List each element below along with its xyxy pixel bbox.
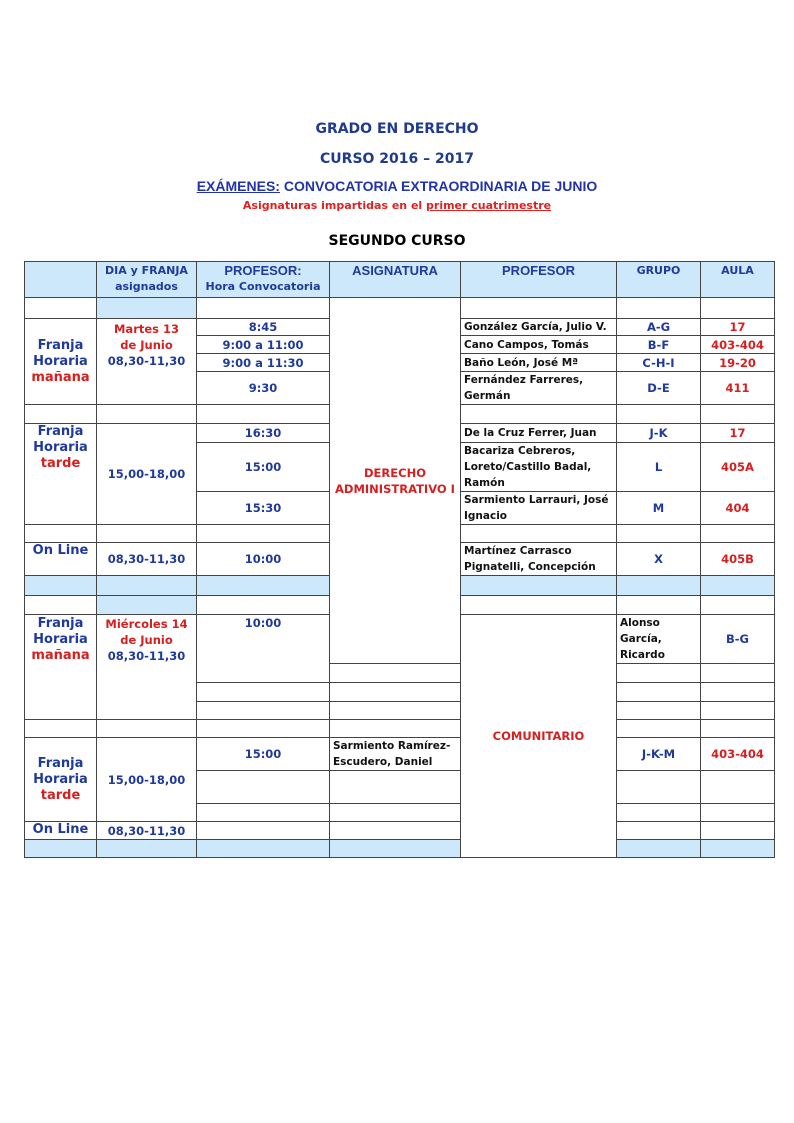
cell xyxy=(617,576,701,596)
cell xyxy=(617,771,701,804)
cell xyxy=(197,683,330,702)
cell xyxy=(701,804,775,822)
slot-afternoon: 15,00-18,00 xyxy=(97,738,197,822)
cell xyxy=(330,771,461,804)
cell xyxy=(701,720,775,738)
profesor-cell: González García, Julio V. xyxy=(461,319,617,336)
cell xyxy=(330,720,461,738)
tarde-label: tarde xyxy=(40,456,81,471)
aula-cell: 403-404 xyxy=(701,336,775,354)
profesor-cell: Fernández Farreres, Germán xyxy=(461,372,617,405)
profesor-cell: Alonso García, Ricardo xyxy=(617,615,701,664)
cell xyxy=(197,298,330,319)
profesor-cell: Cano Campos, Tomás xyxy=(461,336,617,354)
hora-cell: 8:45 xyxy=(197,319,330,336)
hora-cell: 9:00 a 11:00 xyxy=(197,336,330,354)
cell xyxy=(617,822,701,840)
cell xyxy=(617,840,701,858)
date-line-1: Miércoles 14 xyxy=(105,617,188,631)
profesor-cell: Sarmiento Ramírez-Escudero, Daniel xyxy=(330,738,461,771)
cell xyxy=(701,664,775,683)
day-slot-1 xyxy=(97,319,197,405)
profesor-cell: Martínez Carrasco Pignatelli, Concepción xyxy=(461,543,617,576)
hora-cell: 9:30 xyxy=(197,372,330,405)
cell xyxy=(701,576,775,596)
aula-cell: 405B xyxy=(701,543,775,576)
cell xyxy=(25,405,97,424)
cell xyxy=(330,822,461,840)
hora-cell: 15:00 xyxy=(197,738,330,771)
hora-cell: 16:30 xyxy=(197,424,330,443)
header-prof-hora xyxy=(197,262,330,298)
cell xyxy=(617,664,701,683)
franja-label: Franja xyxy=(37,424,84,439)
cell xyxy=(330,804,461,822)
aula-cell: 404 xyxy=(701,492,775,525)
slot-morning: 08,30-11,30 xyxy=(107,354,186,368)
cell xyxy=(330,683,461,702)
franja-label: Franja xyxy=(37,616,84,631)
cell xyxy=(197,804,330,822)
header-profesor: PROFESOR xyxy=(461,262,617,298)
profesor-cell: Sarmiento Larrauri, José Ignacio xyxy=(461,492,617,525)
cell xyxy=(617,298,701,319)
franja-tarde-2 xyxy=(25,738,97,822)
cell xyxy=(701,702,775,720)
cell xyxy=(330,702,461,720)
franja-tarde-1 xyxy=(25,424,97,525)
table-header-row xyxy=(25,262,775,298)
horaria-label: Horaria xyxy=(33,771,88,787)
cell xyxy=(701,405,775,424)
cell xyxy=(701,771,775,804)
date-line-2: de Junio xyxy=(120,633,173,647)
cell xyxy=(97,298,197,319)
aula-cell: 17 xyxy=(701,424,775,443)
cell xyxy=(197,576,330,596)
header-aula: AULA xyxy=(701,262,775,298)
slot-online: 08,30-11,30 xyxy=(97,543,197,576)
slot-online: 08,30-11,30 xyxy=(97,822,197,840)
hora-cell: 10:00 xyxy=(197,615,330,683)
cell xyxy=(461,298,617,319)
header-dia: DIA y FRANJA asignados xyxy=(97,262,197,298)
cell xyxy=(617,702,701,720)
header-prof-label: PROFESOR: xyxy=(224,263,302,278)
exams-label: EXÁMENES: xyxy=(196,178,280,194)
horaria-label: Horaria xyxy=(33,440,88,455)
grupo-cell: X xyxy=(617,543,701,576)
table-row xyxy=(25,720,775,738)
cell xyxy=(330,840,461,858)
cell xyxy=(617,405,701,424)
header-cell-blank xyxy=(25,262,97,298)
table-row xyxy=(25,738,775,771)
manana-label: mañana xyxy=(31,369,90,385)
cell xyxy=(701,683,775,702)
date-line-1: Martes 13 xyxy=(113,322,180,336)
cell xyxy=(701,822,775,840)
cell xyxy=(701,840,775,858)
grupo-cell: J-K xyxy=(617,424,701,443)
cell xyxy=(25,596,97,615)
franja-manana-1 xyxy=(25,319,97,405)
cell xyxy=(97,576,197,596)
aula-cell: 405A xyxy=(701,443,775,492)
aula-cell: 403-404 xyxy=(701,738,775,771)
tarde-label: tarde xyxy=(40,787,81,803)
cell xyxy=(701,298,775,319)
subtitle-text: Asignaturas impartidas en el xyxy=(242,199,427,212)
cell xyxy=(25,720,97,738)
date-line-2: de Junio xyxy=(120,338,173,352)
grupo-cell: J-K-M xyxy=(617,738,701,771)
aula-cell: 19-20 xyxy=(701,354,775,372)
cell xyxy=(197,840,330,858)
horaria-label: Horaria xyxy=(33,353,88,369)
cell xyxy=(97,525,197,543)
cell xyxy=(197,822,330,840)
cell xyxy=(197,405,330,424)
aula-cell: 411 xyxy=(701,372,775,405)
hora-cell: 10:00 xyxy=(197,543,330,576)
cell xyxy=(617,525,701,543)
exam-call-title xyxy=(0,178,794,194)
franja-label: Franja xyxy=(37,755,84,771)
grupo-cell: B-G xyxy=(701,615,775,664)
grupo-cell: A-G xyxy=(617,319,701,336)
cell xyxy=(25,576,97,596)
online-label: On Line xyxy=(25,543,97,576)
cell xyxy=(701,525,775,543)
profesor-cell: Bacariza Cebreros, Loreto/Castillo Badal, Ramón xyxy=(461,443,617,492)
academic-year: CURSO 2016 – 2017 xyxy=(320,151,474,167)
grupo-cell: B-F xyxy=(617,336,701,354)
subject-derecho-administrativo: DERECHO ADMINISTRATIVO I xyxy=(330,298,461,664)
cell xyxy=(701,596,775,615)
subtitle xyxy=(0,199,794,212)
cell xyxy=(97,720,197,738)
slot-afternoon: 15,00-18,00 xyxy=(97,424,197,525)
cell xyxy=(97,405,197,424)
call-label: CONVOCATORIA EXTRAORDINARIA DE JUNIO xyxy=(279,178,598,194)
franja-label: Franja xyxy=(37,337,84,353)
grupo-cell: M xyxy=(617,492,701,525)
cell xyxy=(617,596,701,615)
header-grupo: GRUPO xyxy=(617,262,701,298)
cell xyxy=(25,298,97,319)
cell xyxy=(461,576,617,596)
cell xyxy=(617,720,701,738)
cell xyxy=(25,840,97,858)
online-label: On Line xyxy=(25,822,97,840)
cell xyxy=(461,596,617,615)
hora-cell: 9:00 a 11:30 xyxy=(197,354,330,372)
cell xyxy=(617,683,701,702)
cell xyxy=(97,840,197,858)
course-title: SEGUNDO CURSO xyxy=(328,233,466,249)
franja-manana-2 xyxy=(25,615,97,720)
cell xyxy=(197,525,330,543)
cell xyxy=(617,804,701,822)
cell xyxy=(197,720,330,738)
degree-title: GRADO EN DERECHO xyxy=(315,121,479,137)
aula-cell: 17 xyxy=(701,319,775,336)
hora-cell: 15:30 xyxy=(197,492,330,525)
horaria-label: Horaria xyxy=(33,632,88,647)
cell xyxy=(97,596,197,615)
table-row xyxy=(25,822,775,840)
subject-comunitario: COMUNITARIO xyxy=(461,615,617,858)
day-slot-2 xyxy=(97,615,197,720)
grupo-cell: L xyxy=(617,443,701,492)
cell xyxy=(197,596,330,615)
table-row xyxy=(25,840,775,858)
cell xyxy=(197,771,330,804)
profesor-cell: Baño León, José Mª xyxy=(461,354,617,372)
profesor-cell: De la Cruz Ferrer, Juan xyxy=(461,424,617,443)
exam-schedule-table xyxy=(24,261,775,858)
cell xyxy=(461,405,617,424)
slot-morning: 08,30-11,30 xyxy=(107,649,186,663)
header-hora-label: Hora Convocatoria xyxy=(205,280,321,293)
cell xyxy=(197,702,330,720)
manana-label: mañana xyxy=(31,648,90,663)
grupo-cell: C-H-I xyxy=(617,354,701,372)
hora-cell: 15:00 xyxy=(197,443,330,492)
subtitle-emphasis: primer cuatrimestre xyxy=(426,199,552,212)
cell xyxy=(461,525,617,543)
cell xyxy=(25,525,97,543)
header-asignatura: ASIGNATURA xyxy=(330,262,461,298)
table-row xyxy=(25,298,775,319)
grupo-cell: D-E xyxy=(617,372,701,405)
cell xyxy=(330,664,461,683)
